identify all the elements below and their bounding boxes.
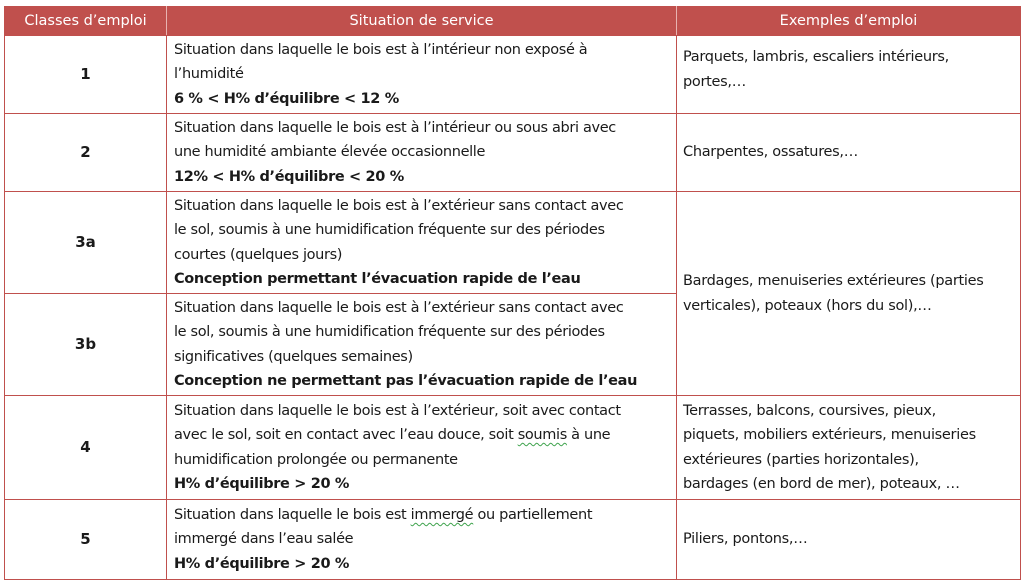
situation-text-part: ou partiellement xyxy=(473,506,593,523)
situation-text: significatives (quelques semaines) xyxy=(174,348,413,365)
situation-cell xyxy=(167,36,677,114)
employment-classes-table xyxy=(4,6,1021,580)
situation-text: le sol, soumis à une humidification fréquente sur des périodes xyxy=(174,324,605,340)
situation-text: humidification prolongée ou permanente xyxy=(174,451,458,468)
examples-text: portes,… xyxy=(683,73,746,90)
class-cell: 3b xyxy=(5,294,167,396)
examples-text: Piliers, pontons,… xyxy=(683,531,808,548)
design-note: Conception ne permettant pas l’évacuation rapide de l’eau xyxy=(174,373,638,389)
situation-text: Situation dans laquelle le bois est à l’intérieur ou sous abri avec xyxy=(174,119,616,136)
situation-cell xyxy=(167,294,677,396)
situation-text: Situation dans laquelle le bois est à l’extérieur sans contact avec xyxy=(174,299,624,316)
class-cell: 2 xyxy=(5,114,167,192)
examples-text: bardages (en bord de mer), poteaux, … xyxy=(683,476,960,492)
spellcheck-word: immergé xyxy=(410,506,474,523)
examples-text: extérieures (parties horizontales), xyxy=(683,451,919,468)
table-row xyxy=(5,114,1021,192)
examples-cell-merged xyxy=(677,192,1021,396)
header-exemples: Exemples d’emploi xyxy=(677,7,1021,36)
situation-text: une humidité ambiante élevée occasionnelle xyxy=(174,144,486,161)
examples-cell xyxy=(677,396,1021,500)
situation-text: Situation dans laquelle le bois est à l’intérieur non exposé à xyxy=(174,41,588,58)
header-classes: Classes d’emploi xyxy=(5,7,167,36)
class-cell: 4 xyxy=(5,396,167,500)
spellcheck-word: soumis xyxy=(517,427,567,443)
situation-cell xyxy=(167,192,677,294)
examples-text: Parquets, lambris, escaliers intérieurs, xyxy=(683,49,949,65)
examples-text: Bardages, menuiseries extérieures (parties xyxy=(683,273,984,289)
humidity-range: H% d’équilibre > 20 % xyxy=(174,555,350,572)
situation-text: le sol, soumis à une humidification fréquente sur des périodes xyxy=(174,222,605,238)
humidity-range: 12% < H% d’équilibre < 20 % xyxy=(174,168,404,185)
situation-text-part: à une xyxy=(566,427,611,443)
examples-cell xyxy=(677,114,1021,192)
header-situation: Situation de service xyxy=(167,7,677,36)
table-header-row xyxy=(5,7,1021,36)
design-note: Conception permettant l’évacuation rapide de l’eau xyxy=(174,271,581,287)
examples-text: piquets, mobiliers extérieurs, menuiseries xyxy=(683,427,976,443)
examples-text: verticales), poteaux (hors du sol),… xyxy=(683,297,932,314)
situation-text-part: avec le sol, soit en contact avec l’eau douce, soit xyxy=(174,427,518,443)
examples-text: Terrasses, balcons, coursives, pieux, xyxy=(683,402,936,419)
examples-cell xyxy=(677,500,1021,580)
examples-text: Charpentes, ossatures,… xyxy=(683,144,858,161)
table-row xyxy=(5,36,1021,114)
situation-text-part: Situation dans laquelle le bois est xyxy=(174,506,411,523)
table-row xyxy=(5,192,1021,294)
situation-cell xyxy=(167,500,677,580)
humidity-range: H% d’équilibre > 20 % xyxy=(174,476,350,492)
examples-cell xyxy=(677,36,1021,114)
situation-cell xyxy=(167,114,677,192)
situation-text xyxy=(174,423,670,448)
situation-text: Situation dans laquelle le bois est à l’extérieur sans contact avec xyxy=(174,197,624,214)
situation-text xyxy=(174,503,670,528)
situation-text: Situation dans laquelle le bois est à l’extérieur, soit avec contact xyxy=(174,402,621,419)
class-cell: 5 xyxy=(5,500,167,580)
table-row xyxy=(5,396,1021,500)
table-row xyxy=(5,500,1021,580)
class-cell: 1 xyxy=(5,36,167,114)
situation-text: courtes (quelques jours) xyxy=(174,246,343,263)
humidity-range: 6 % < H% d’équilibre < 12 % xyxy=(174,90,399,107)
situation-text: immergé dans l’eau salée xyxy=(174,531,354,548)
situation-cell xyxy=(167,396,677,500)
situation-text: l’humidité xyxy=(174,66,244,83)
class-cell: 3a xyxy=(5,192,167,294)
